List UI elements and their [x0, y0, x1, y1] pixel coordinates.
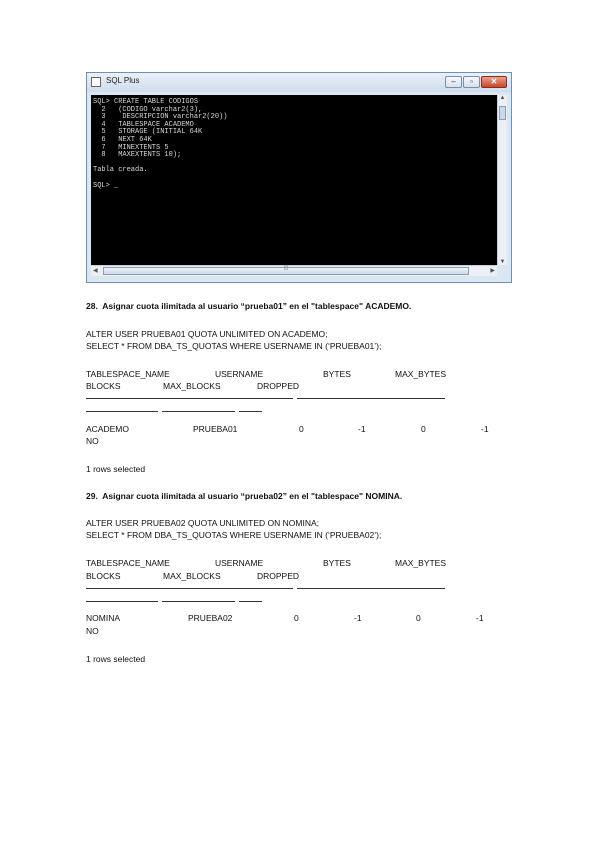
- minimize-button[interactable]: [445, 76, 462, 88]
- s2-col-blocks: BLOCKS: [86, 571, 121, 581]
- s1-col-bytes: BYTES: [323, 369, 351, 379]
- minimize-icon: –: [451, 77, 456, 86]
- s1-separator: [86, 411, 158, 412]
- s1-cell-dropped: NO: [86, 436, 99, 446]
- close-icon: ✕: [490, 77, 498, 86]
- s1-col-max-blocks: MAX_BLOCKS: [163, 381, 221, 391]
- s2-col-max-blocks: MAX_BLOCKS: [163, 571, 221, 581]
- s2-col-max-bytes: MAX_BYTES: [395, 558, 447, 568]
- s1-col-max-bytes: MAX_BYTES: [395, 369, 447, 379]
- vertical-scroll-thumb[interactable]: [499, 106, 506, 120]
- s1-col-tablespace-name: TABLESPACE_NAME: [86, 369, 170, 379]
- section1-sql-select: SELECT * FROM DBA_TS_QUOTAS WHERE USERNAME IN (‘PRUEBA01’);: [86, 341, 382, 351]
- s1-cell-tablespace: ACADEMO: [86, 424, 129, 434]
- scroll-right-icon[interactable]: ▶: [490, 268, 495, 274]
- s1-separator: [162, 411, 235, 412]
- s2-cell-blocks: 0: [416, 613, 421, 623]
- s1-col-dropped: DROPPED: [257, 381, 300, 391]
- s1-cell-username: PRUEBA01: [193, 424, 238, 434]
- s2-cell-max-bytes: -1: [354, 613, 362, 623]
- section2-sql-alter: ALTER USER PRUEBA02 QUOTA UNLIMITED ON NOMINA;: [86, 518, 320, 528]
- scroll-down-icon[interactable]: ▼: [499, 259, 506, 265]
- s1-cell-max-blocks: -1: [481, 424, 489, 434]
- scroll-left-icon[interactable]: ◀: [93, 268, 98, 274]
- s1-cell-blocks: 0: [421, 424, 426, 434]
- section2-footer: 1 rows selected: [86, 654, 146, 664]
- section2-heading: [86, 491, 402, 502]
- s2-separator: [297, 588, 445, 589]
- s1-separator: [297, 398, 445, 399]
- grip-icon: ⁞⁞⁞: [283, 266, 289, 272]
- s2-separator: [86, 601, 158, 602]
- section2-heading-number: 29.: [86, 491, 98, 501]
- s2-cell-tablespace: NOMINA: [86, 613, 120, 623]
- window-titlebar[interactable]: [87, 73, 511, 92]
- section2-heading-text: Asignar cuota ilimitada al usuario “prueba02” en el "tablespace" NOMINA.: [102, 491, 403, 501]
- scroll-up-icon[interactable]: ▲: [499, 95, 506, 101]
- s2-separator: [239, 601, 262, 602]
- section1-heading-number: 28.: [86, 301, 98, 311]
- vertical-scrollbar[interactable]: [497, 95, 507, 265]
- section1-sql-alter: ALTER USER PRUEBA01 QUOTA UNLIMITED ON ACADEMO;: [86, 329, 328, 339]
- s1-separator: [86, 398, 293, 399]
- s2-col-username: USERNAME: [215, 558, 264, 568]
- maximize-button[interactable]: [463, 76, 480, 88]
- sqlplus-window: [86, 72, 512, 283]
- section1-heading: [86, 301, 411, 312]
- s2-separator: [162, 601, 235, 602]
- section2-sql-select: SELECT * FROM DBA_TS_QUOTAS WHERE USERNAME IN (‘PRUEBA02’);: [86, 530, 382, 540]
- window-app-icon[interactable]: [91, 77, 101, 87]
- s2-col-bytes: BYTES: [323, 558, 351, 568]
- s2-separator: [86, 588, 293, 589]
- s1-col-blocks: BLOCKS: [86, 381, 121, 391]
- console-text: SQL> CREATE TABLE CODIGOS 2 (CODIGO varchar2(3), 3 DESCRIPCION varchar2(20)) 4 TABLESPACE ACADEMO 5 STORAGE (INITIAL 64K 6 NEXT 64K 7 MINEXTENTS 5 8 MAXEXTENTS 10); Tabla creada. SQL> _: [93, 98, 228, 190]
- window-title: SQL Plus: [106, 76, 140, 85]
- s1-cell-bytes: 0: [299, 424, 304, 434]
- horizontal-scrollbar[interactable]: [91, 265, 497, 276]
- s2-cell-username: PRUEBA02: [188, 613, 233, 623]
- close-button[interactable]: [481, 76, 507, 88]
- console-output[interactable]: [91, 95, 497, 265]
- s2-cell-bytes: 0: [294, 613, 299, 623]
- s1-cell-max-bytes: -1: [358, 424, 366, 434]
- s1-separator: [239, 411, 262, 412]
- s2-cell-max-blocks: -1: [476, 613, 484, 623]
- s2-col-tablespace-name: TABLESPACE_NAME: [86, 558, 170, 568]
- horizontal-scroll-thumb[interactable]: [103, 267, 469, 275]
- s2-col-dropped: DROPPED: [257, 571, 300, 581]
- s2-cell-dropped: NO: [86, 626, 99, 636]
- s1-col-username: USERNAME: [215, 369, 264, 379]
- maximize-icon: ▫: [470, 77, 473, 86]
- section1-heading-text: Asignar cuota ilimitada al usuario “prueba01” en el "tablespace" ACADEMO.: [102, 301, 412, 311]
- section1-footer: 1 rows selected: [86, 464, 146, 474]
